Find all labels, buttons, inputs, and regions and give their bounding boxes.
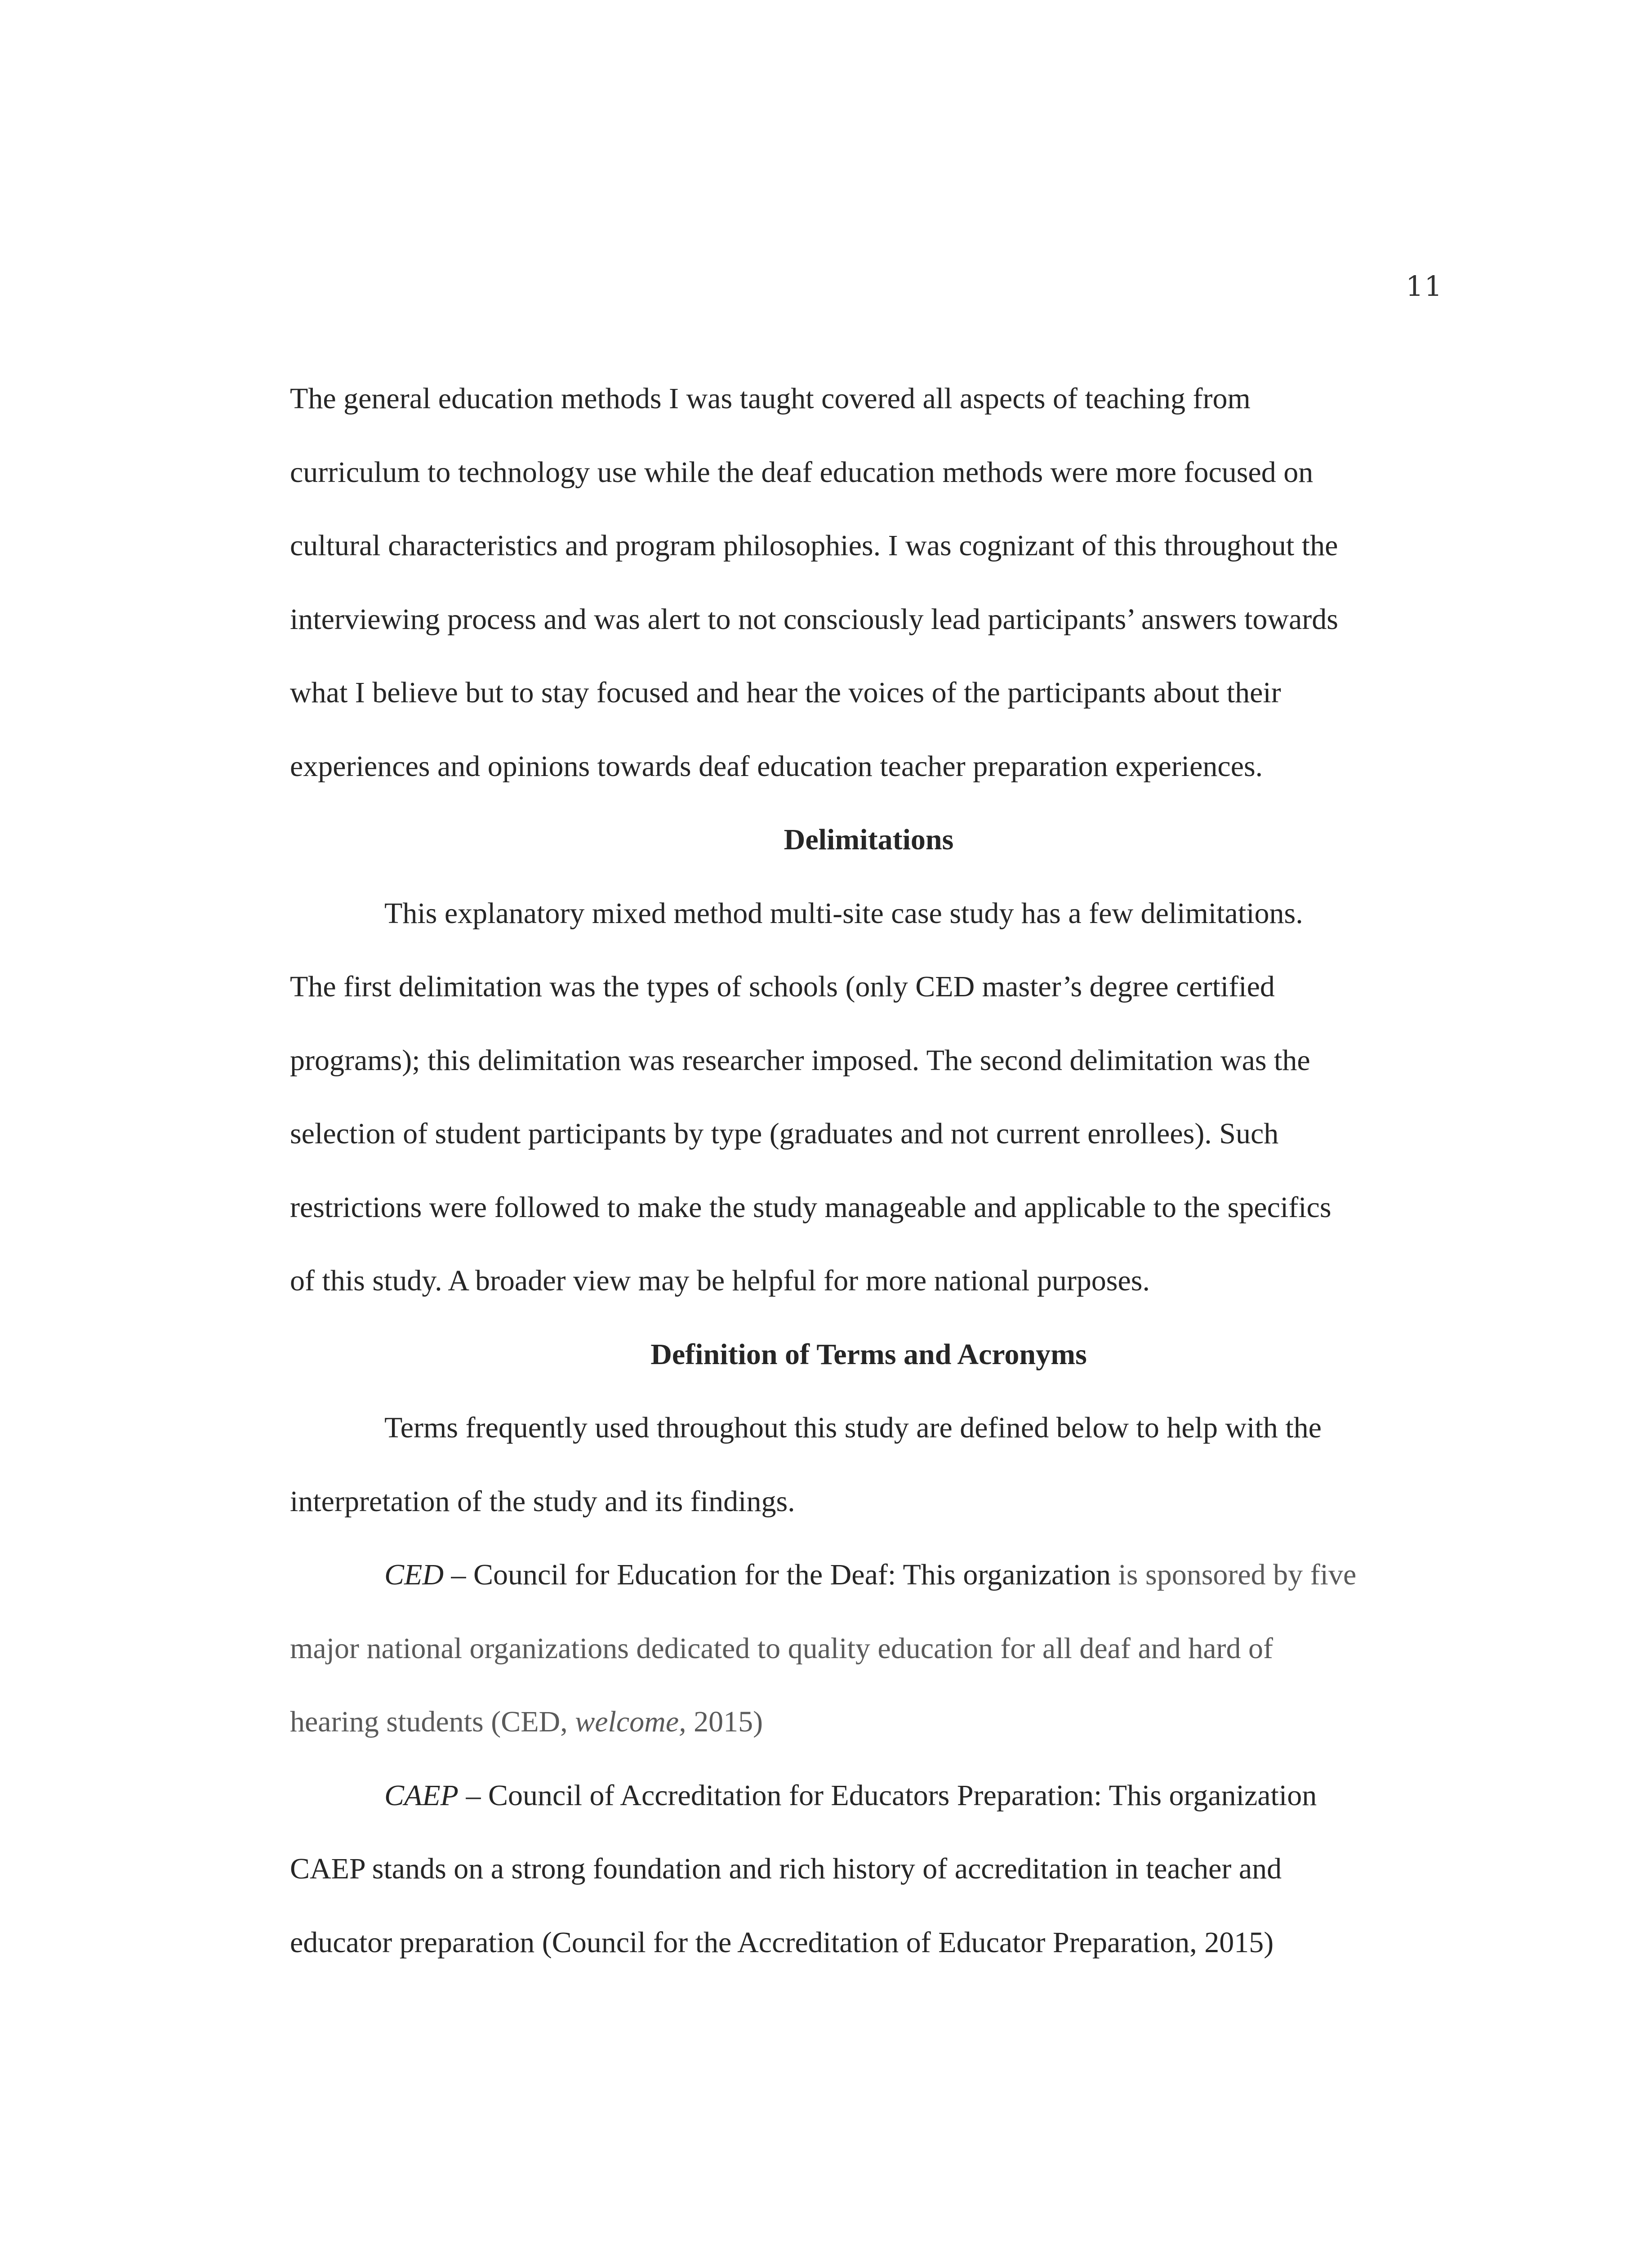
intro-paragraph (290, 362, 1447, 803)
text-line: The general education methods I was taught covered all aspects of teaching from (290, 382, 1251, 415)
ced-citation-title: welcome, (575, 1705, 686, 1738)
caep-definition-text: – Council of Accreditation for Educators Preparation: This organization (458, 1779, 1317, 1812)
text-line: experiences and opinions towards deaf education teacher preparation experiences. (290, 749, 1263, 783)
text-line: educator preparation (Council for the Accreditation of Educator Preparation, 2015) (290, 1926, 1274, 1959)
definitions-heading: Definition of Terms and Acronyms (650, 1338, 1087, 1371)
text-line: The first delimitation was the types of schools (only CED master’s degree certified (290, 970, 1275, 1003)
text-line: Terms frequently used throughout this study are defined below to help with the (384, 1411, 1322, 1444)
text-line: restrictions were followed to make the study manageable and applicable to the specifics (290, 1191, 1331, 1224)
text-line: CAEP stands on a strong foundation and rich history of accreditation in teacher and (290, 1852, 1282, 1885)
ced-definition (290, 1538, 1447, 1759)
ced-term: CED (384, 1558, 444, 1591)
text-line: curriculum to technology use while the deaf education methods were more focused on (290, 455, 1314, 489)
text-line (290, 1538, 1447, 1612)
caep-term: CAEP (384, 1779, 459, 1812)
page-number: 11 (1406, 270, 1443, 303)
text-line: This explanatory mixed method multi-site case study has a few delimitations. (384, 897, 1303, 930)
text-line: interpretation of the study and its findings. (290, 1485, 795, 1518)
terms-paragraph (290, 1391, 1447, 1538)
delimitations-paragraph (290, 877, 1447, 1318)
text-line: interviewing process and was alert to not consciously lead participants’ answers towards (290, 602, 1338, 636)
text-line: programs); this delimitation was researcher imposed. The second delimitation was the (290, 1044, 1310, 1077)
delimitations-heading: Delimitations (784, 823, 954, 856)
body-text (290, 362, 1447, 1979)
text-line: cultural characteristics and program philosophies. I was cognizant of this throughout the (290, 529, 1338, 562)
text-line: major national organizations dedicated to quality education for all deaf and hard of (290, 1632, 1273, 1665)
ced-citation-start: hearing students (CED, (290, 1705, 575, 1738)
text-line: what I believe but to stay focused and hear the voices of the participants about their (290, 676, 1281, 709)
text-line: of this study. A broader view may be helpful for more national purposes. (290, 1264, 1150, 1297)
ced-definition-text: – Council for Education for the Deaf: This organization (444, 1558, 1118, 1591)
text-line (290, 1685, 1447, 1759)
ced-citation-year: 2015) (686, 1705, 763, 1738)
text-line: selection of student participants by type (graduates and not current enrollees). Such (290, 1117, 1279, 1150)
ced-definition-quote: is sponsored by five (1118, 1558, 1357, 1591)
text-line (290, 1759, 1447, 1833)
caep-definition (290, 1759, 1447, 1980)
